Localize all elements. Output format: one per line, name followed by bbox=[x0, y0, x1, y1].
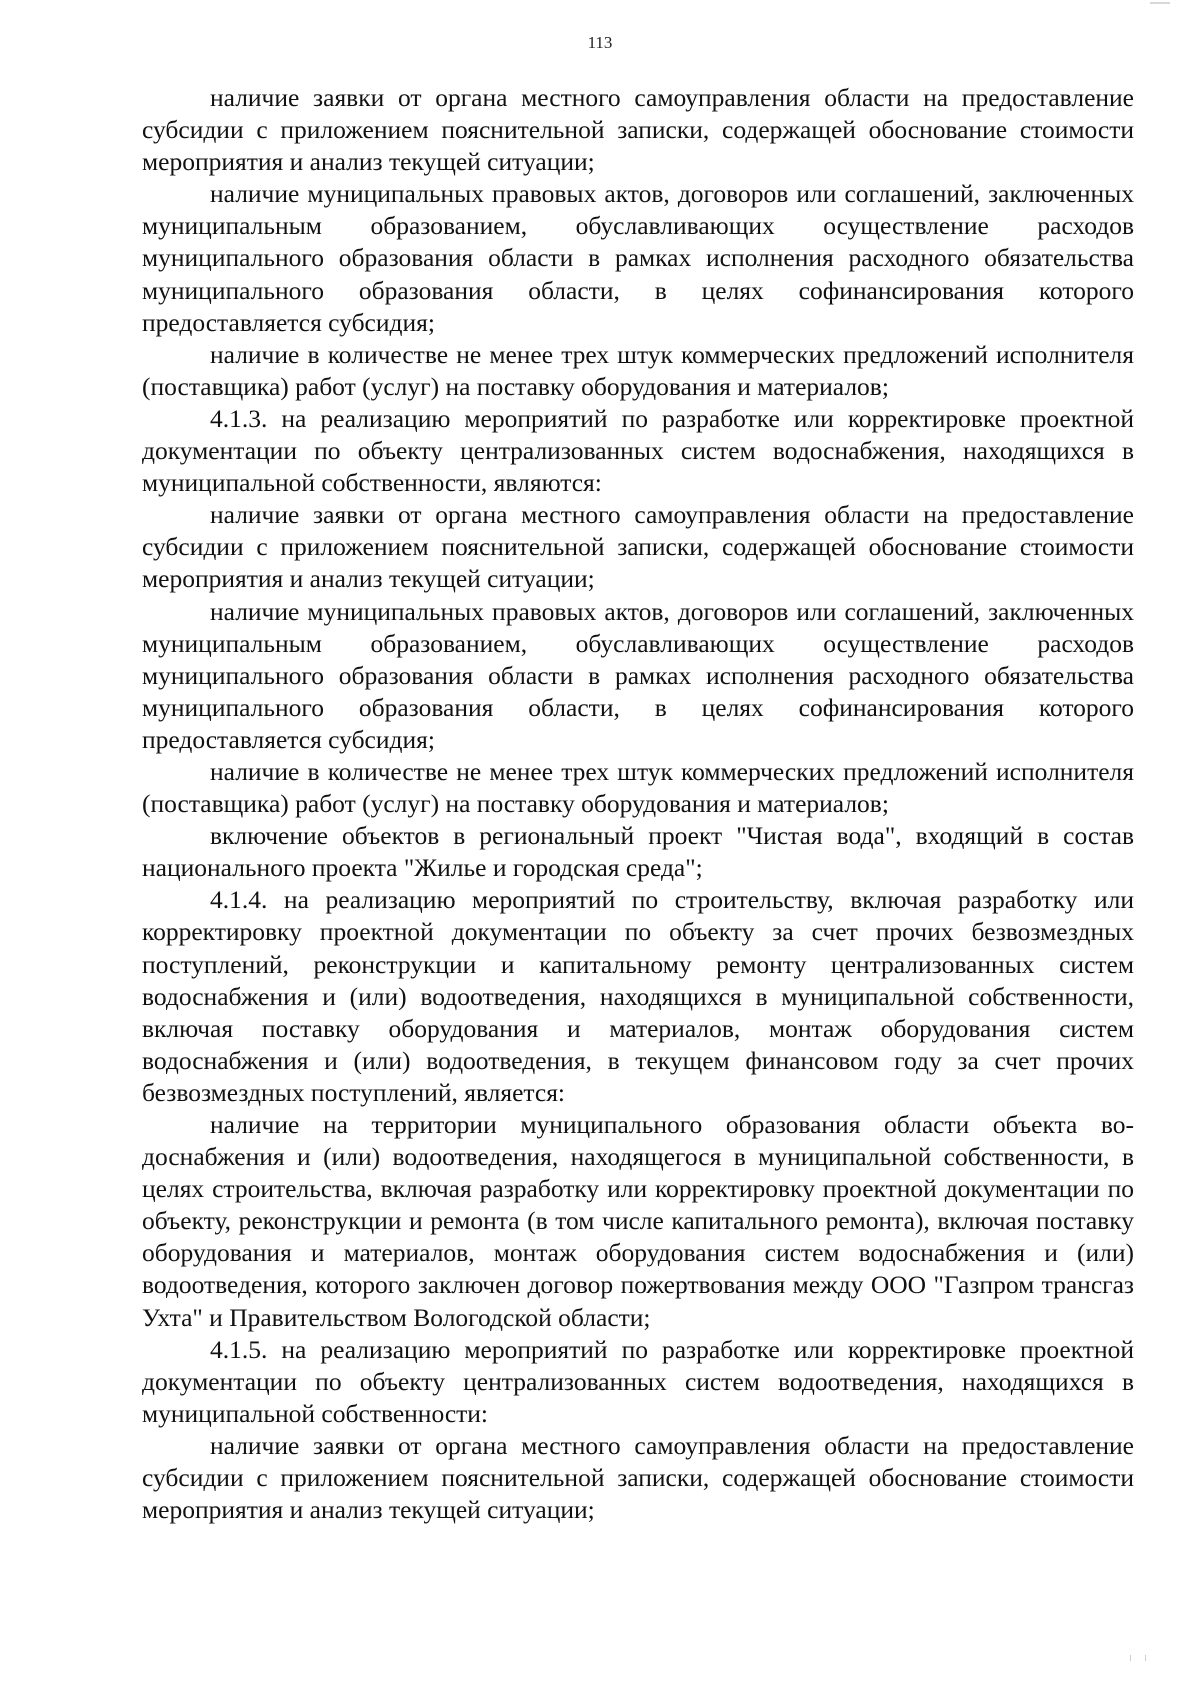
paragraph: включение объектов в региональный проект "Чистая вода", входящий в состав национального проекта "Жилье и городская среда"; bbox=[142, 821, 1134, 883]
scan-artifact-bottom bbox=[1130, 1655, 1146, 1661]
paragraph: наличие в количестве не менее трех штук коммерческих предложений исполнителя (поставщика) работ (услуг) на поставку оборудования и материалов; bbox=[142, 756, 1134, 819]
paragraph: 4.1.3. на реализацию мероприятий по разработке или корректировке проектной документации по объекту централизованных систем водоснабжения, находящихся в муниципальной собственности, являются: bbox=[142, 403, 1134, 498]
paragraph: 4.1.5. на реализацию мероприятий по разработке или корректировке проектной документации по объекту централизованных систем водоотведения, находящихся в муниципальной собственности: bbox=[142, 1334, 1134, 1428]
document-body bbox=[142, 82, 1134, 1526]
paragraph: наличие на территории муниципального образования области объекта водоснабжения и (или) водоотведения, находящегося в муниципальной собственности, в целях строительства, включая разработку или корректировку проектной документации по объекту, реконструкции и ремонта (в том числе капитального ремонта), включая поставку оборудования и материалов, монтаж оборудования систем водоснабжения и (или) водоотведения, которого заключен договор пожертвования между ООО "Газпром трансгаз Ухта" и Правительством Вологодской области; bbox=[142, 1110, 1134, 1332]
page-number: 113 bbox=[587, 33, 613, 52]
paragraph: наличие заявки от органа местного самоуправления области на предоставление субсидии с приложением пояснительной записки, содержащей обоснование стоимости мероприятия и анализ текущей ситуации; bbox=[142, 500, 1134, 594]
paragraph: наличие муниципальных правовых актов, договоров или соглашений, заключенных муниципальным образованием, обуславливающих осуществление расходов муниципального образования области в рамках исполнения расходного обязательства муниципального образования области, в целях софинансирования которого предоставляется субсидия; bbox=[142, 596, 1134, 754]
paragraph: наличие заявки от органа местного самоуправления области на предоставление субсидии с приложением пояснительной записки, содержащей обоснование стоимости мероприятия и анализ текущей ситуации; bbox=[142, 83, 1134, 177]
paragraph: наличие муниципальных правовых актов, договоров или соглашений, заключенных муниципальным образованием, обуславливающих осуществление расходов муниципального образования области в рамках исполнения расходного обязательства муниципального образования области, в целях софинансирования которого предоставляется субсидия; bbox=[142, 179, 1134, 337]
paragraph: 4.1.4. на реализацию мероприятий по строительству, включая разработку или корректировку проектной документации по объекту за счет прочих безвозмездных поступлений, реконструкции и капитальному ремонту централизованных систем водоснабжения и (или) водоотведения, находящихся в муниципальной собственности, включая поставку оборудования и материалов, монтаж оборудования систем водоснабжения и (или) водоотведения, в текущем финансовом году за счет прочих безвозмездных поступлений, является: bbox=[142, 885, 1134, 1107]
paragraph: наличие заявки от органа местного самоуправления области на предоставление субсидии с приложением пояснительной записки, содержащей обоснование стоимости мероприятия и анализ текущей ситуации; bbox=[142, 1430, 1134, 1525]
paragraph: наличие в количестве не менее трех штук коммерческих предложений исполнителя (поставщика) работ (услуг) на поставку оборудования и материалов; bbox=[142, 339, 1134, 401]
scan-artifact-top bbox=[1150, 2, 1170, 4]
